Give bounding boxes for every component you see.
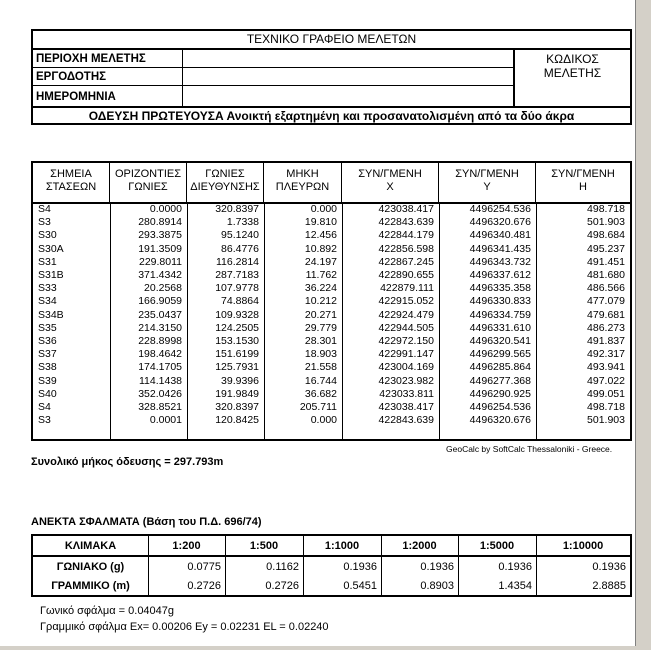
table-cell: 20.2568 [144,282,182,295]
table-cell: 114.1438 [138,374,182,387]
table-cell: 18.903 [304,348,337,361]
table-cell: 125.7931 [215,361,259,374]
table-cell: 423004.169 [378,361,434,374]
table-cell: 4496343.732 [469,255,531,268]
column-header: ΣΥΝ/ΓΜΕΝΗ X [342,163,439,202]
table-cell: 477.079 [587,295,625,308]
table-cell: 29.779 [304,321,337,334]
table-cell: 229.8011 [138,255,182,268]
table-cell: 422867.245 [378,255,434,268]
tolerance-cell: 2.8885 [592,580,626,592]
tolerance-header-cell: 1:2000 [402,540,437,552]
table-cell: 11.762 [305,269,337,281]
window-bottom-strip [0,646,651,650]
table-row [33,335,630,348]
table-cell: 21.558 [304,361,337,374]
tolerance-cell: 0.1936 [592,561,626,573]
tolerance-header-cell: 1:500 [249,540,279,552]
table-cell: 10.892 [304,242,337,255]
table-cell: 501.903 [587,414,625,427]
tolerance-cell: 0.5451 [343,580,377,592]
table-cell: 498.718 [587,401,625,413]
table-row [33,229,630,242]
table-cell: 4496337.612 [469,269,531,281]
tolerance-title: ΑΝΕΚΤΑ ΣΦΑΛΜΑΤΑ (Βάση του Π.Δ. 696/74) [31,516,262,528]
tolerance-header-cell: 1:200 [172,540,201,552]
table-cell: 191.3509 [138,242,182,255]
table-row [33,348,630,361]
table-cell: 107.9778 [215,282,259,295]
table-row [33,282,630,295]
header-value-area [183,50,514,68]
column-header: ΜΗΚΗ ΠΛΕΥΡΩΝ [264,163,342,202]
table-row [33,243,630,256]
table-cell: 4496254.536 [469,203,531,215]
table-cell: 423023.982 [378,374,434,387]
table-cell: 198.4642 [138,348,182,361]
linear-error: Γραμμικό σφάλμα Ex= 0.00206 Ey = 0.02231 EL = 0.02240 [40,621,329,633]
table-cell: 320.8397 [215,401,259,413]
table-cell: 4496340.481 [469,229,531,242]
header-value-client [183,68,514,86]
tolerance-cell: 0.1936 [343,561,377,573]
table-cell: 499.051 [587,387,625,400]
table-cell: 501.903 [587,216,625,229]
table-cell: 4496331.610 [469,321,531,334]
table-cell: S31B [38,269,64,281]
table-cell: 491.837 [587,335,625,347]
table-cell: 481.680 [587,269,625,281]
table-cell: S4 [38,203,51,215]
table-cell: 151.6199 [215,348,259,361]
table-cell: 280.8914 [138,216,182,229]
table-cell: 153.1530 [215,335,259,347]
traverse-table [31,161,632,441]
table-cell: S33 [38,282,57,295]
tolerance-header-cell: 1:5000 [479,540,515,552]
table-cell: S35 [38,321,57,334]
tolerance-column-divider [148,536,149,595]
table-cell: 19.810 [304,216,337,229]
table-cell: 39.9396 [221,374,259,387]
table-cell: 36.224 [304,282,337,295]
table-cell: 422924.479 [378,308,434,321]
table-cell: S4 [38,401,51,413]
table-cell: 174.1705 [138,361,182,374]
table-cell: 95.1240 [221,229,259,242]
table-cell: 4496285.864 [469,361,531,374]
table-cell: 498.684 [587,229,625,242]
table-row [33,295,630,308]
study-code [514,50,630,106]
table-cell: S31 [38,255,57,268]
table-cell: 492.317 [587,348,625,361]
table-cell: 479.681 [587,308,625,321]
table-cell: 491.451 [587,255,625,268]
table-cell: 16.744 [304,374,337,387]
table-cell: 422844.179 [378,229,434,242]
traverse-table-header [33,163,630,204]
table-cell: 20.271 [304,308,337,321]
column-header: ΓΩΝΙΕΣ ΔΙΕΥΘΥΝΣΗΣ [187,163,264,202]
study-code-line2: ΜΕΛΕΤΗΣ [543,66,602,80]
table-cell: 293.3875 [138,229,182,242]
table-cell: 497.022 [587,374,625,387]
table-cell: 371.4342 [138,269,182,281]
software-credit: GeoCalc by SoftCalc Thessaloniki - Greece. [446,444,613,454]
table-cell: 422915.052 [378,295,434,308]
table-cell: 12.456 [304,229,337,242]
table-cell: 0.000 [310,414,337,427]
tolerance-table [31,534,632,597]
table-cell: 1.7338 [226,216,259,229]
table-cell: 214.3150 [138,321,182,334]
angular-error: Γωνικό σφάλμα = 0.04047g [40,605,175,617]
study-code-line1: ΚΩΔΙΚΟΣ [546,52,599,66]
table-row [33,375,630,388]
table-cell: S30A [38,242,64,255]
tolerance-header-cell: 1:1000 [324,540,360,552]
table-cell: 422890.655 [378,269,434,281]
tolerance-cell: 0.1162 [266,561,299,573]
tolerance-header-cell: ΚΛΙΜΑΚΑ [64,540,117,552]
table-row [33,216,630,229]
table-row [33,203,630,216]
table-cell: 228.8998 [138,335,182,347]
table-cell: S38 [38,361,57,374]
tolerance-header-cell: 1:10000 [562,540,604,552]
tolerance-column-divider [381,536,382,595]
table-cell: 4496290.925 [469,387,531,400]
table-cell: 109.9328 [215,308,259,321]
tolerance-header-divider [33,555,630,557]
table-cell: 287.7183 [215,269,259,281]
tolerance-column-divider [303,536,304,595]
table-cell: 4496341.435 [469,242,531,255]
table-cell: 320.8397 [215,203,259,215]
table-cell: 4496277.368 [469,374,531,387]
table-cell: 4496320.541 [469,335,531,347]
traverse-description: ΟΔΕΥΣΗ ΠΡΩΤΕΥΟΥΣΑ Ανοικτή εξαρτημένη και προσανατολισμένη από τα δύο άκρα [33,106,630,125]
table-cell: S3 [38,414,51,427]
header-title: ΤΕΧΝΙΚΟ ΓΡΑΦΕΙΟ ΜΕΛΕΤΩΝ [33,31,630,50]
table-cell: S30 [38,229,57,242]
table-cell: 423033.811 [379,387,434,400]
tolerance-cell: 0.0775 [187,561,221,573]
table-row [33,256,630,269]
table-cell: 422843.639 [378,216,434,229]
table-cell: 422944.505 [378,321,434,334]
table-cell: 4496320.676 [469,216,531,229]
tolerance-cell: 0.2726 [187,580,221,592]
table-row [33,309,630,322]
table-cell: 328.8521 [138,401,182,413]
table-cell: 423038.417 [378,401,434,413]
column-header: ΟΡΙΖΟΝΤΙΕΣ ΓΩΝΙΕΣ [110,163,187,202]
table-cell: S34B [38,308,64,321]
table-cell: 4496320.676 [469,414,531,427]
table-cell: 166.9059 [138,295,182,308]
table-cell: 191.9849 [215,387,259,400]
total-length: Συνολικό μήκος όδευσης = 297.793m [31,456,224,468]
table-cell: S3 [38,216,51,229]
table-cell: 4496254.536 [469,401,531,413]
tolerance-cell: 0.1936 [420,561,454,573]
column-header: ΣΥΝ/ΓΜΕΝΗ H [551,168,615,193]
table-cell: 86.4776 [221,242,259,255]
table-cell: 422991.147 [378,348,434,361]
table-cell: 28.301 [304,335,337,347]
table-cell: 74.8864 [221,295,259,308]
table-cell: 235.0437 [138,308,182,321]
table-row [33,361,630,374]
table-row [33,401,630,414]
table-cell: 24.197 [304,255,337,268]
table-cell: S36 [38,335,57,347]
table-cell: 124.2505 [215,321,259,334]
table-cell: 0.0000 [149,203,182,215]
table-cell: 352.0426 [138,387,182,400]
table-cell: 116.2814 [215,255,259,268]
table-row [33,414,630,427]
table-cell: 422972.150 [378,335,434,347]
tolerance-column-divider [536,536,537,595]
table-cell: S40 [38,387,57,400]
table-cell: 495.237 [587,242,625,255]
tolerance-cell: 0.8903 [420,580,454,592]
table-cell: 422879.111 [380,282,434,295]
table-cell: 4496334.759 [469,308,531,321]
header-value-date [183,86,514,106]
table-cell: 10.212 [304,295,337,308]
table-row [33,322,630,335]
table-cell: S34 [38,295,57,308]
table-cell: 486.566 [587,282,625,295]
table-cell: 493.941 [587,361,625,374]
tolerance-cell: 1.4354 [498,580,532,592]
table-cell: 36.682 [304,387,337,400]
tolerance-cell: ΓΡΑΜΜΙΚΟ (m) [51,580,130,592]
table-cell: 4496299.565 [469,348,531,361]
table-cell: S39 [38,374,57,387]
header-box [31,29,632,125]
window-scrollbar-strip[interactable] [635,0,651,650]
tolerance-column-divider [458,536,459,595]
header-row-area: ΠΕΡΙΟΧΗ ΜΕΛΕΤΗΣ [33,50,183,68]
table-cell: 486.273 [587,321,625,334]
table-cell: 4496330.833 [469,295,531,308]
table-cell: 498.718 [587,203,625,215]
table-cell: 0.0001 [149,414,182,427]
table-cell: S37 [38,348,57,361]
table-row [33,269,630,282]
table-cell: 422856.598 [378,242,434,255]
tolerance-cell: 0.1936 [498,561,532,573]
table-cell: 205.711 [299,401,337,413]
tolerance-column-divider [225,536,226,595]
column-header: ΣΗΜΕΙΑ ΣΤΑΣΕΩΝ [33,163,110,202]
table-cell: 423038.417 [378,203,434,215]
table-cell: 422843.639 [378,414,434,427]
table-cell: 120.8425 [215,414,259,427]
tolerance-cell: 0.2726 [265,580,299,592]
column-header: ΣΥΝ/ΓΜΕΝΗ Y [439,163,536,202]
table-cell: 4496335.358 [469,282,531,295]
tolerance-cell: ΓΩΝΙΑΚΟ (g) [56,561,125,573]
table-cell: 0.000 [310,203,337,215]
header-row-client: ΕΡΓΟΔΟΤΗΣ [33,68,183,86]
header-row-date: ΗΜΕΡΟΜΗΝΙΑ [33,86,183,106]
table-row [33,388,630,401]
